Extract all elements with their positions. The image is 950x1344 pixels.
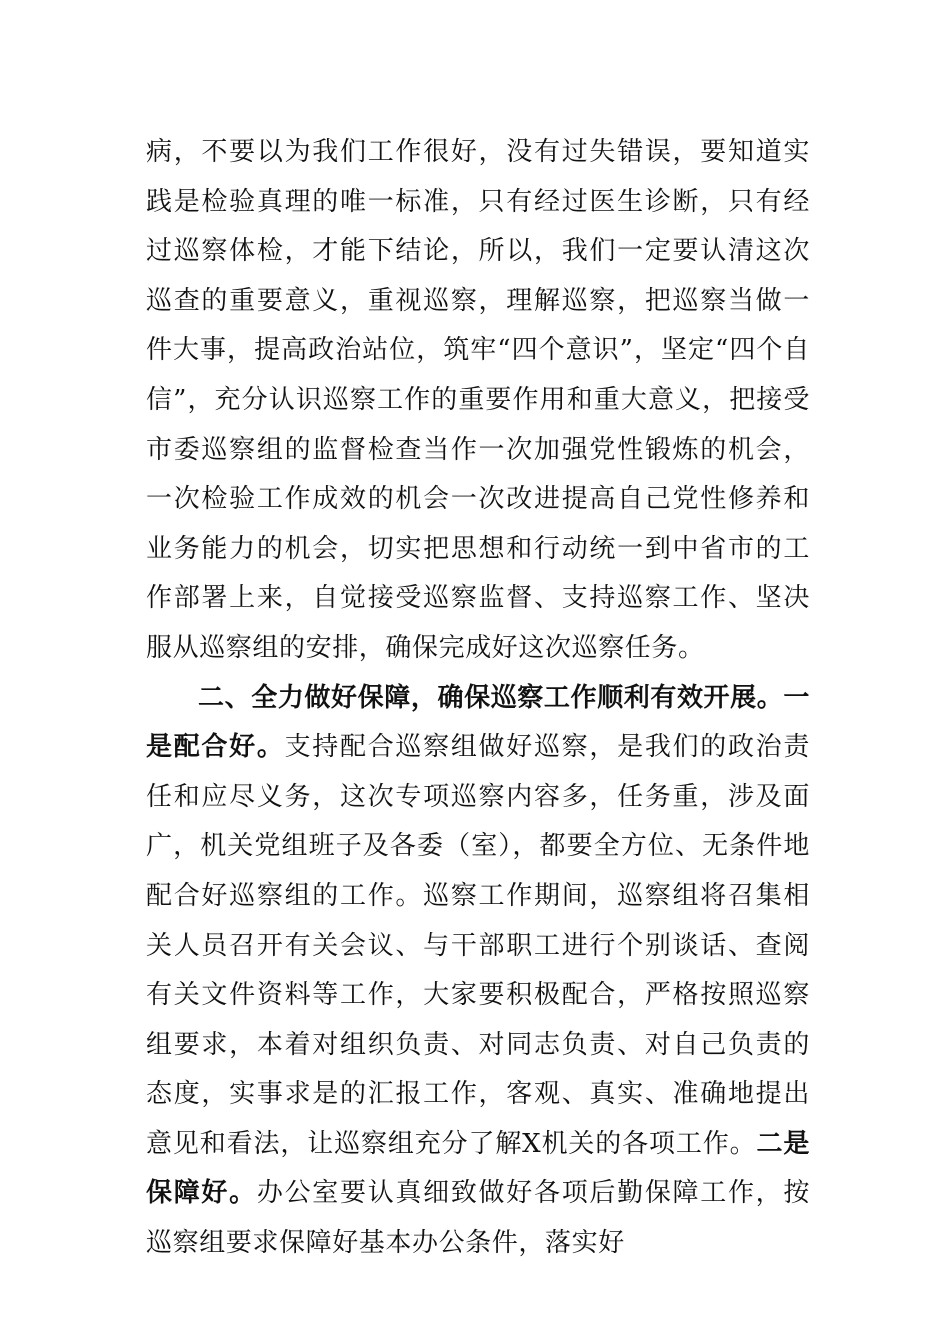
- paragraph-section-two: [146, 674, 810, 1269]
- paragraph-continued: [146, 128, 810, 674]
- section-two-heading: 二、全力做好保障，确保巡察工作顺利有效开展。: [198, 682, 784, 713]
- paragraph-1-text: 病，不要以为我们工作很好，没有过失错误，要知道实践是检验真理的唯一标准，只有经过医生诊断，只有经过巡察体检，才能下结论，所以，我们一定要认清这次巡查的重要意义，重视巡察，理解巡察，把巡察当做一件大事，提高政治站位，筑牢“四个意识”，坚定“四个自信”，充分认识巡察工作的重要作用和重大意义，把接受市委巡察组的监督检查当作一次加强党性锻炼的机会，一次检验工作成效的机会一次改进提高自己党性修养和业务能力的机会，切实把思想和行动统一到中省市的工作部署上来，自觉接受巡察监督、支持巡察工作、坚决服从巡察组的安排，确保完成好这次巡察任务。: [146, 137, 810, 663]
- point-two-label: 二是保障好。: [146, 1128, 811, 1209]
- point-two-text: 办公室要认真细致做好各项后勤保障工作，按巡察组要求保障好基本办公条件，落实好: [146, 1178, 810, 1259]
- document-body: [146, 128, 810, 1269]
- point-one-label: 一是配合好。: [146, 682, 810, 763]
- point-one-text: 支持配合巡察组做好巡察，是我们的政治责任和应尽义务，这次专项巡察内容多，任务重，涉及面广，机关党组班子及各委（室），都要全方位、无条件地配合好巡察组的工作。巡察工作期间，巡察组将召集相关人员召开有关会议、与干部职工进行个别谈话、查阅有关文件资料等工作，大家要积极配合，严格按照巡察组要求，本着对组织负责、对同志负责、对自己负责的态度，实事求是的汇报工作，客观、真实、准确地提出意见和看法，让巡察组充分了解X机关的各项工作。: [146, 732, 810, 1159]
